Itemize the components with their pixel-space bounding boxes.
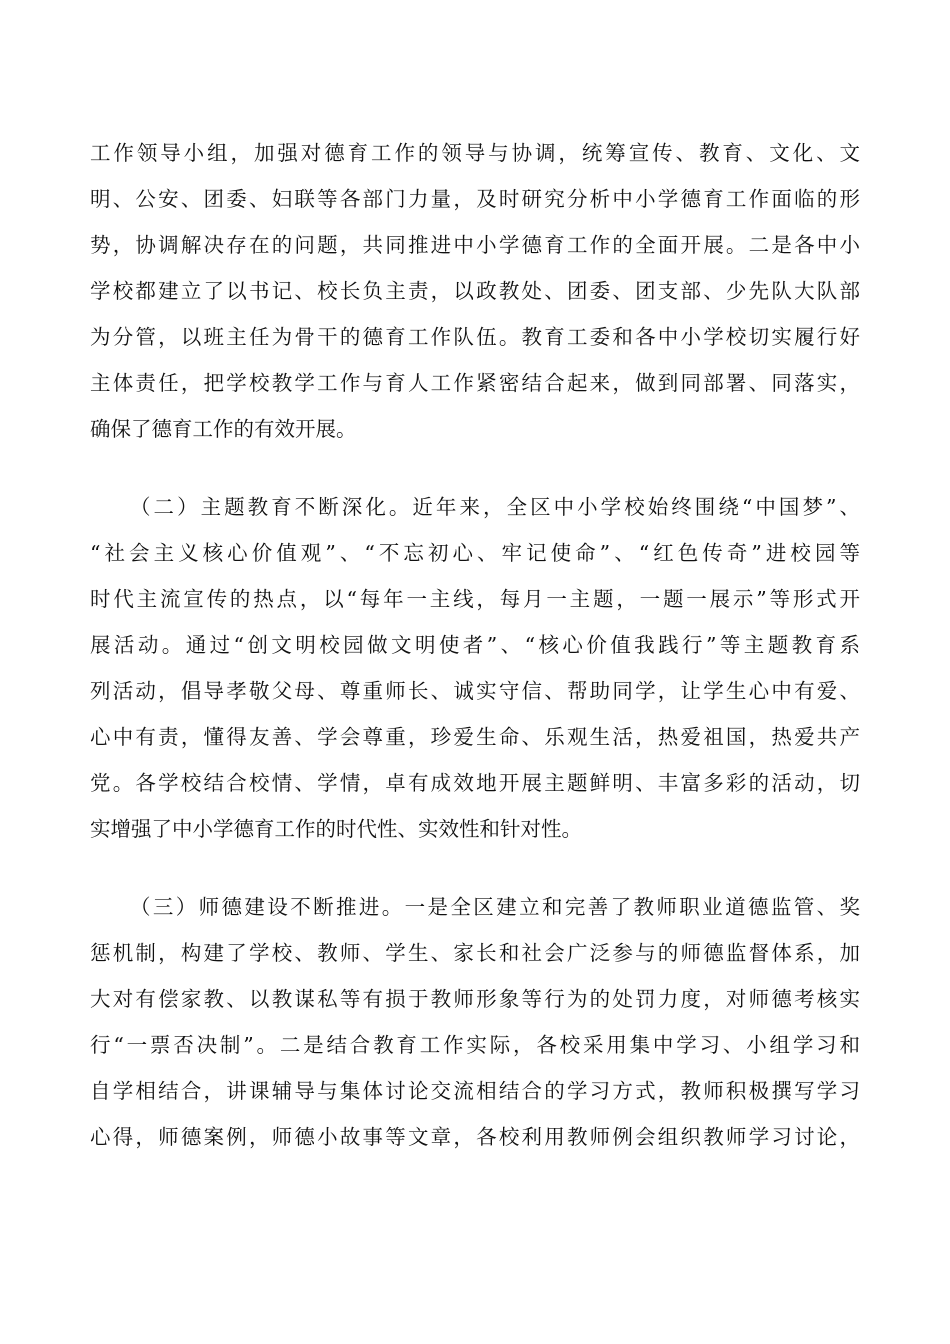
text-line: 势，协调解决存在的问题，共同推进中小学德育工作的全面开展。二是各中小 (90, 233, 860, 257)
text-line: “社会主义核心价值观”、“不忘初心、牢记使命”、“红色传奇”进校园等 (90, 541, 860, 565)
text-line: 党。各学校结合校情、学情，卓有成效地开展主题鲜明、丰富多彩的活动，切 (90, 771, 860, 795)
text-line: 大对有偿家教、以教谋私等有损于教师形象等行为的处罚力度，对师德考核实 (90, 987, 860, 1011)
text-line: 确保了德育工作的有效开展。 (90, 417, 357, 441)
text-line: 心得，师德案例，师德小故事等文章，各校利用教师例会组织教师学习讨论， (90, 1125, 860, 1149)
text-line: 明、公安、团委、妇联等各部门力量，及时研究分析中小学德育工作面临的形 (90, 187, 860, 211)
text-line: 展活动。通过“创文明校园做文明使者”、“核心价值我践行”等主题教育系 (90, 633, 860, 657)
text-line: 学校都建立了以书记、校长负主责，以政教处、团委、团支部、少先队大队部 (90, 279, 860, 303)
section-heading-line: （三）师德建设不断推进。一是全区建立和完善了教师职业道德监管、奖 (130, 895, 860, 919)
text-line: 自学相结合，讲课辅导与集体讨论交流相结合的学习方式，教师积极撰写学习 (90, 1079, 860, 1103)
text-line: 主体责任，把学校教学工作与育人工作紧密结合起来，做到同部署、同落实， (90, 371, 860, 395)
text-line: 实增强了中小学德育工作的时代性、实效性和针对性。 (90, 817, 582, 841)
text-line: 行“一票否决制”。二是结合教育工作实际，各校采用集中学习、小组学习和 (90, 1033, 860, 1057)
text-line: 惩机制，构建了学校、教师、学生、家长和社会广泛参与的师德监督体系，加 (90, 941, 860, 965)
text-line: 工作领导小组，加强对德育工作的领导与协调，统筹宣传、教育、文化、文 (90, 141, 860, 165)
text-line: 列活动，倡导孝敬父母、尊重师长、诚实守信、帮助同学，让学生心中有爱、 (90, 679, 860, 703)
section-heading-line: （二）主题教育不断深化。近年来，全区中小学校始终围绕“中国梦”、 (130, 495, 860, 519)
text-line: 为分管，以班主任为骨干的德育工作队伍。教育工委和各中小学校切实履行好 (90, 325, 860, 349)
text-line: 心中有责，懂得友善、学会尊重，珍爱生命、乐观生活，热爱祖国，热爱共产 (90, 725, 860, 749)
text-line: 时代主流宣传的热点，以“每年一主线，每月一主题，一题一展示”等形式开 (90, 587, 860, 611)
